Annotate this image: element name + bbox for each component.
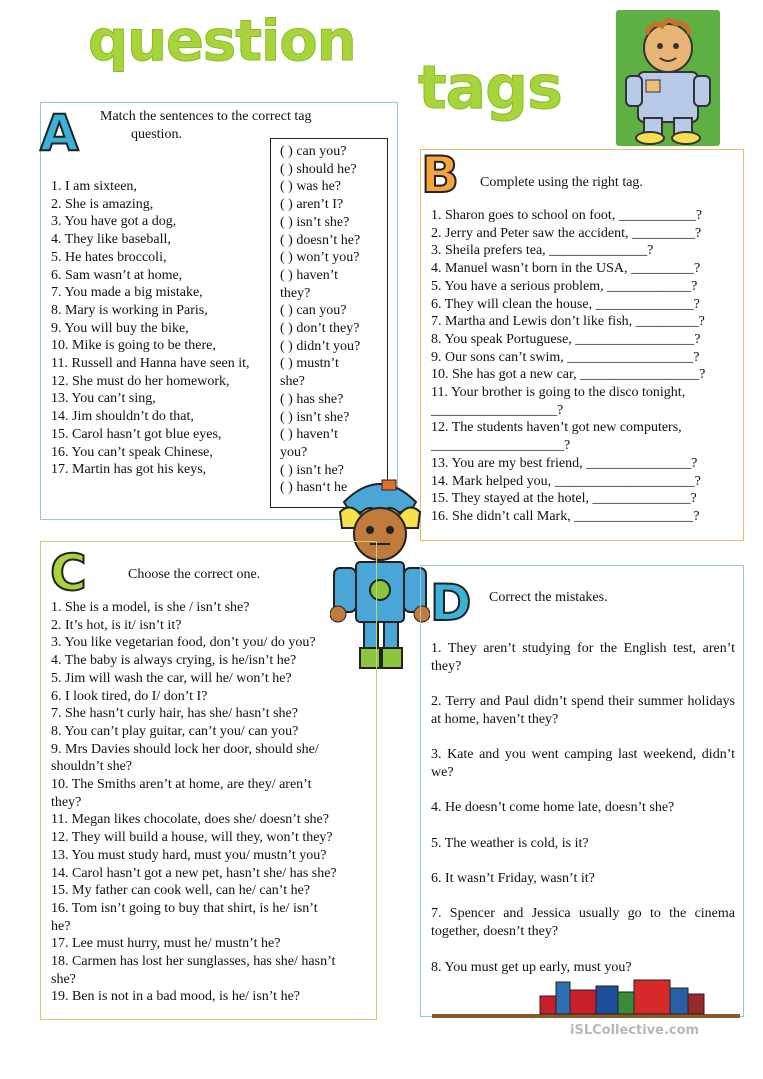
tag-option: ( ) has she? <box>280 391 344 407</box>
tag-option: ( ) isn’t she? <box>280 214 350 230</box>
tag-option: ( ) can you? <box>280 303 347 319</box>
list-item: 19. Ben is not in a bad mood, is he/ isn’t he? <box>51 989 300 1005</box>
list-item: shouldn’t she? <box>51 759 133 775</box>
list-item: 6. It wasn’t Friday, wasn’t it? <box>431 871 595 887</box>
list-item: 12. The students haven’t got new computers, <box>431 420 682 436</box>
title-word-tags: tags <box>418 53 562 123</box>
sentence-item: 8. Mary is working in Paris, <box>51 302 208 318</box>
list-item: 7. Martha and Lewis don’t like fish, _________? <box>431 314 705 330</box>
list-item: 6. They will clean the house, ______________? <box>431 296 700 312</box>
list-item: 15. My father can cook well, can he/ can’t he? <box>51 883 311 899</box>
list-item: 8. You can’t play guitar, can’t you/ can you? <box>51 723 299 739</box>
list-item: 4. He doesn’t come home late, doesn’t she? <box>431 800 675 816</box>
tag-option: she? <box>280 374 305 390</box>
list-item: 2. Jerry and Peter saw the accident, _________? <box>431 225 702 241</box>
tag-option: ( ) isn’t he? <box>280 462 344 478</box>
section-a-tag-box <box>270 138 388 508</box>
section-d-list <box>431 640 735 976</box>
tag-option: ( ) didn’t you? <box>280 338 361 354</box>
tag-option: ( ) mustn’t <box>280 356 339 372</box>
tag-option: they? <box>280 285 311 301</box>
section-a-sentence-list <box>51 178 250 479</box>
list-item: 8. You speak Portuguese, _________________? <box>431 331 701 347</box>
list-item: 3. Sheila prefers tea, ______________? <box>431 243 654 259</box>
list-item: 2. It’s hot, is it/ isn’t it? <box>51 617 182 633</box>
list-item: 4. The baby is always crying, is he/isn’t he? <box>51 653 297 669</box>
list-item: 14. Carol hasn’t got a new pet, hasn’t she/ has she? <box>51 865 337 881</box>
list-item: 15. They stayed at the hotel, ______________? <box>431 491 697 507</box>
sentence-item: 10. Mike is going to be there, <box>51 338 216 354</box>
section-a-letter: A <box>40 104 79 162</box>
section-a-instruction-line1: Match the sentences to the correct tag <box>100 109 312 124</box>
list-item: she? <box>51 971 76 987</box>
list-item: 13. You must study hard, must you/ mustn’t you? <box>51 847 327 863</box>
tag-option: ( ) isn’t she? <box>280 409 350 425</box>
tag-option: ( ) was he? <box>280 179 342 195</box>
sentence-item: 11. Russell and Hanna have seen it, <box>51 356 250 372</box>
section-d-letter: D <box>430 574 472 632</box>
sentence-item: 4. They like baseball, <box>51 232 171 248</box>
sentence-item: 15. Carol hasn’t got blue eyes, <box>51 426 222 442</box>
footer-watermark: iSLCollective.com <box>570 1023 700 1038</box>
sentence-item: 1. I am sixteen, <box>51 179 137 194</box>
section-b-instruction: Complete using the right tag. <box>480 175 643 190</box>
list-item: 5. The weather is cold, is it? <box>431 835 589 851</box>
sentence-item: 9. You will buy the bike, <box>51 320 189 336</box>
list-item: 16. Tom isn’t going to buy that shirt, is he/ isn’t <box>51 900 318 916</box>
sentence-item: 16. You can’t speak Chinese, <box>51 444 213 460</box>
sentence-item: 2. She is amazing, <box>51 196 154 212</box>
boy-illustration <box>616 10 720 146</box>
sentence-item: 12. She must do her homework, <box>51 373 230 389</box>
tag-option: ( ) aren’t I? <box>280 197 344 213</box>
section-c-instruction: Choose the correct one. <box>128 567 261 582</box>
section-c-letter: C <box>50 544 87 602</box>
sentence-item: 3. You have got a dog, <box>51 214 177 230</box>
tag-option: ( ) can you? <box>280 144 347 159</box>
list-item: 2. Terry and Paul didn’t spend their summer holidays at home, haven’t they? <box>431 694 735 727</box>
list-item: 10. The Smiths aren’t at home, are they/ aren’t <box>51 777 312 793</box>
list-item: 8. You must get up early, must you? <box>431 959 632 975</box>
sentence-item: 17. Martin has got his keys, <box>51 462 207 478</box>
list-item: 9. Mrs Davies should lock her door, should she/ <box>51 741 319 757</box>
list-item: 5. Jim will wash the car, will he/ won’t he? <box>51 670 292 686</box>
sentence-item: 5. He hates broccoli, <box>51 249 167 265</box>
section-b-letter: B <box>421 146 460 204</box>
list-item: ___________________? <box>431 438 571 454</box>
list-item: 14. Mark helped you, ____________________? <box>431 473 701 489</box>
section-d-instruction: Correct the mistakes. <box>489 590 608 605</box>
tag-option: ( ) hasn‘t he <box>280 480 348 496</box>
list-item: 1. She is a model, is she / isn’t she? <box>51 600 250 615</box>
sentence-item: 14. Jim shouldn’t do that, <box>51 409 194 425</box>
list-item: he? <box>51 918 71 934</box>
tag-option: ( ) should he? <box>280 161 357 177</box>
tag-option: ( ) haven’t <box>280 427 339 443</box>
section-c-list <box>51 599 337 1006</box>
sentence-item: 13. You can’t sing, <box>51 391 156 407</box>
list-item: 3. You like vegetarian food, don’t you/ do you? <box>51 635 316 651</box>
list-item: 5. You have a serious problem, ____________? <box>431 278 698 294</box>
tag-option: ( ) haven’t <box>280 267 339 283</box>
sentence-item: 6. Sam wasn’t at home, <box>51 267 183 283</box>
tag-option: ( ) won’t you? <box>280 250 360 266</box>
list-item: 12. They will build a house, will they, won’t they? <box>51 830 333 846</box>
list-item: 11. Your brother is going to the disco tonight, <box>431 385 686 401</box>
list-item: 7. She hasn’t curly hair, has she/ hasn’t she? <box>51 706 298 722</box>
section-b-list <box>431 207 705 526</box>
title-word-question: question <box>88 9 356 74</box>
list-item: they? <box>51 794 82 810</box>
list-item: 16. She didn’t call Mark, _________________? <box>431 508 700 524</box>
list-item: 10. She has got a new car, _________________? <box>431 367 706 383</box>
list-item: 9. Our sons can’t swim, __________________? <box>431 349 700 365</box>
sentence-item: 7. You made a big mistake, <box>51 285 203 301</box>
list-item: __________________? <box>431 402 564 418</box>
tag-option: ( ) don’t they? <box>280 321 360 337</box>
list-item: 6. I look tired, do I/ don’t I? <box>51 688 208 704</box>
list-item: 7. Spencer and Jessica usually go to the cinema together, doesn’t they? <box>431 906 735 940</box>
tag-option: you? <box>280 444 308 460</box>
list-item: 3. Kate and you went camping last weekend, didn’t we? <box>431 747 735 780</box>
list-item: 4. Manuel wasn’t born in the USA, _________? <box>431 261 701 277</box>
section-a-instruction-line2: question. <box>131 127 182 142</box>
tag-option: ( ) doesn’t he? <box>280 232 361 248</box>
list-item: 1. They aren’t studying for the English test, aren’t they? <box>431 641 735 674</box>
books-illustration <box>432 978 740 1020</box>
list-item: 18. Carmen has lost her sunglasses, has she/ hasn’t <box>51 954 336 970</box>
list-item: 1. Sharon goes to school on foot, ___________? <box>431 208 703 223</box>
list-item: 17. Lee must hurry, must he/ mustn’t he? <box>51 936 281 952</box>
list-item: 13. You are my best friend, _______________? <box>431 455 698 471</box>
list-item: 11. Megan likes chocolate, does she/ doesn’t she? <box>51 812 329 828</box>
